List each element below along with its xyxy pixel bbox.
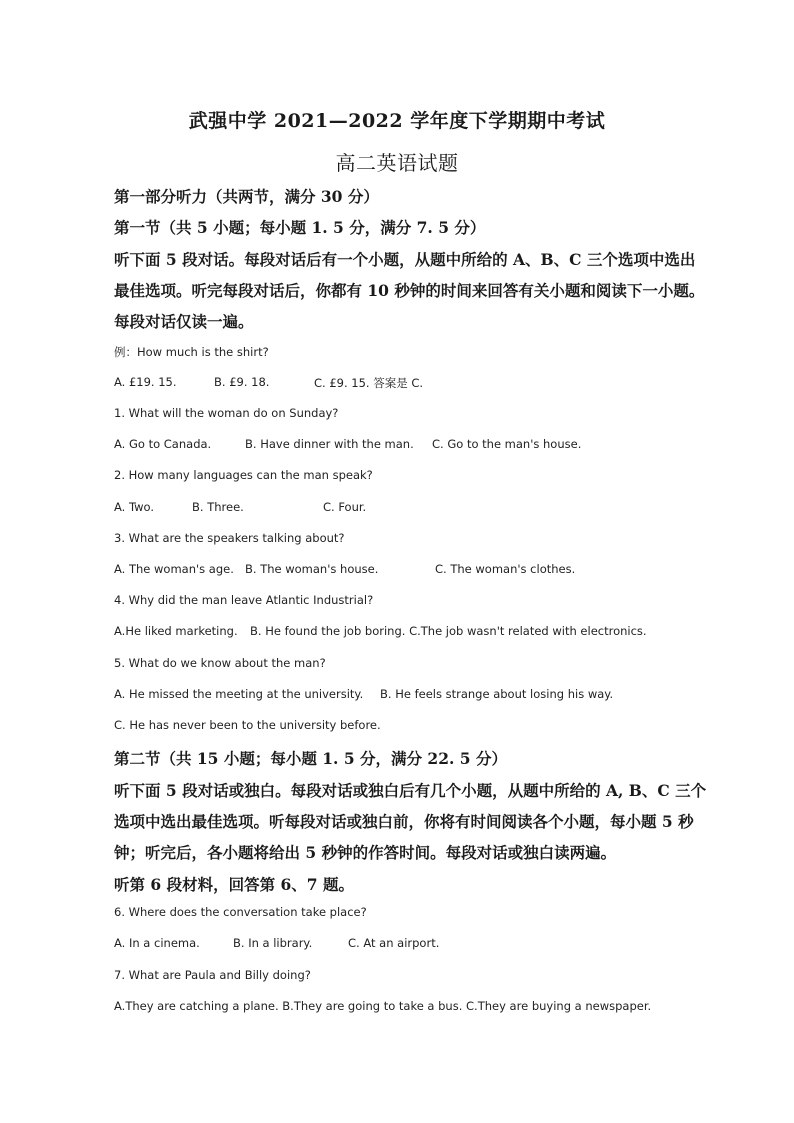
q3-option-c: C. The woman's clothes. [435,562,576,576]
question-6: 6. Where does the conversation take place? [114,905,367,919]
section1-heading: 第一节（共 5 小题；每小题 1. 5 分，满分 7. 5 分） [114,218,486,237]
q1-option-c: C. Go to the man's house. [432,437,582,451]
question-1: 1. What will the woman do on Sunday? [114,406,339,420]
q2-option-b: B. Three. [192,500,244,514]
section1-instruction-line-1: 听下面 5 段对话。每段对话后有一个小题，从题中所给的 A、B、C 三个选项中选出 [114,250,696,269]
example-option-a: A. £19. 15. [114,375,177,389]
q2-option-c: C. Four. [323,500,367,514]
question-5: 5. What do we know about the man? [114,656,326,670]
q1-option-b: B. Have dinner with the man. [245,437,414,451]
q6-option-c: C. At an airport. [348,936,440,950]
q4-option-a: A.He liked marketing. [114,624,238,638]
question-3: 3. What are the speakers talking about? [114,531,345,545]
section1-instruction-line-3: 每段对话仅读一遍。 [114,312,254,331]
part1-heading: 第一部分听力（共两节，满分 30 分） [114,187,379,206]
example-option-c: C. £9. 15. 答案是 C. [314,376,424,390]
q6-option-a: A. In a cinema. [114,936,200,950]
section2-instruction-line-2: 选项中选出最佳选项。听每段对话或独白前，你将有时间阅读各个小题，每小题 5 秒 [114,812,694,831]
question-4: 4. Why did the man leave Atlantic Industrial? [114,593,374,607]
question-7: 7. What are Paula and Billy doing? [114,968,311,982]
q5-option-b: B. He feels strange about losing his way. [380,687,614,701]
example-question: 例：How much is the shirt? [114,345,269,359]
q1-option-a: A. Go to Canada. [114,437,212,451]
exam-title: 武强中学 2021—2022 学年度下学期期中考试 [188,110,606,132]
q7-options: A.They are catching a plane. B.They are going to take a bus. C.They are buying a newspaper. [114,999,652,1013]
example-option-b: B. £9. 18. [214,375,270,389]
section2-heading: 第二节（共 15 小题；每小题 1. 5 分，满分 22. 5 分） [114,749,507,768]
material-6-heading: 听第 6 段材料，回答第 6、7 题。 [114,875,354,894]
q5-option-c: C. He has never been to the university before. [114,718,381,732]
section2-instruction-line-1: 听下面 5 段对话或独白。每段对话或独白后有几个小题，从题中所给的 A, B、C 三个 [114,781,707,800]
section2-instruction-line-3: 钟；听完后，各小题将给出 5 秒钟的作答时间。每段对话或独白读两遍。 [114,843,617,862]
q6-option-b: B. In a library. [233,936,313,950]
question-2: 2. How many languages can the man speak? [114,468,373,482]
q3-option-a: A. The woman's age. [114,562,234,576]
q2-option-a: A. Two. [114,500,154,514]
section1-instruction-line-2: 最佳选项。听完每段对话后，你都有 10 秒钟的时间来回答有关小题和阅读下一小题。 [114,281,705,300]
exam-subtitle: 高二英语试题 [335,151,459,175]
q3-option-b: B. The woman's house. [245,562,379,576]
q5-option-a: A. He missed the meeting at the university. [114,687,364,701]
q4-option-b: B. He found the job boring. C.The job wasn't related with electronics. [250,624,647,638]
